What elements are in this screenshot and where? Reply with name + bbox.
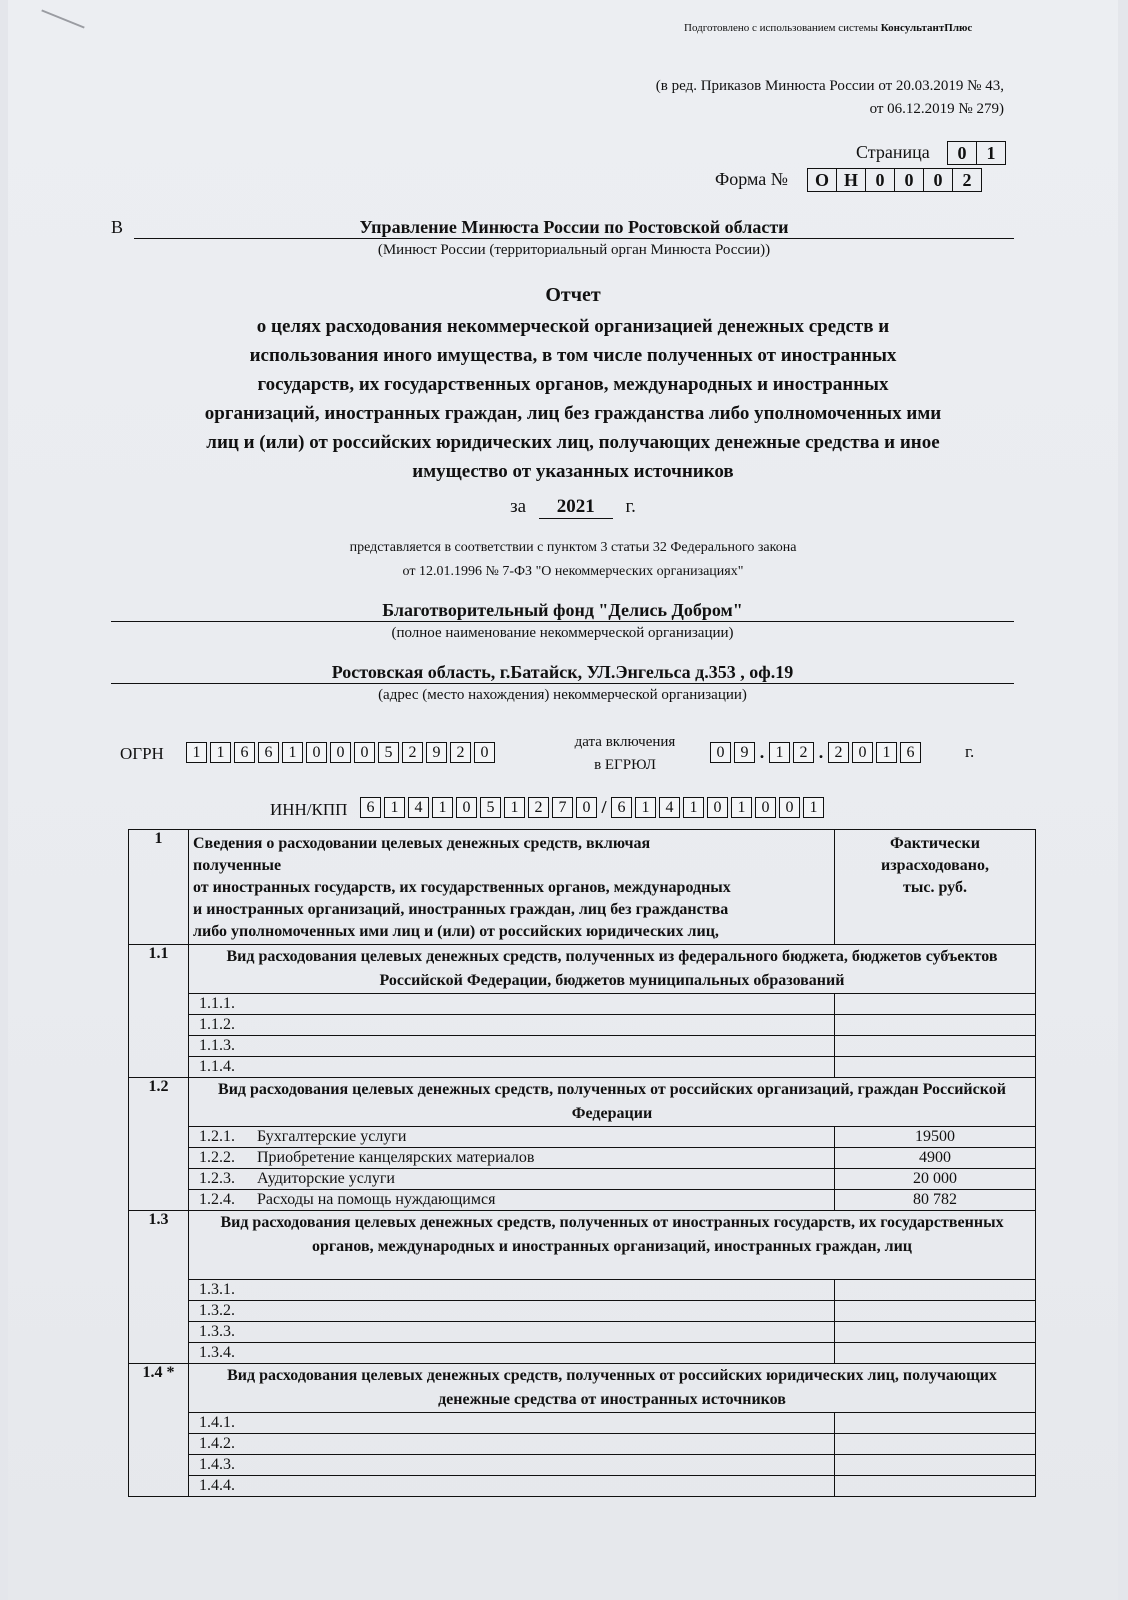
organization-name: Благотворительный фонд "Делись Добром"	[111, 599, 1014, 622]
document-page	[8, 0, 1118, 1600]
organization-address-caption: (адрес (место нахождения) некоммерческой организации)	[378, 687, 747, 703]
date-separator: .	[818, 742, 824, 762]
table-row	[129, 1322, 1036, 1343]
report-heading: Отчет	[545, 284, 601, 306]
row-amount	[835, 1322, 1036, 1343]
kpp-digit-box: 1	[683, 797, 704, 818]
organization-address: Ростовская область, г.Батайск, УЛ.Энгельса д.353 , оф.19	[111, 661, 1014, 684]
row-description: Приобретение канцелярских материалов	[257, 1149, 535, 1166]
ogrn-digit-box: 0	[474, 742, 495, 763]
form-number-digit: 0	[895, 169, 924, 192]
row-item	[189, 1148, 835, 1169]
addressee-prefix: В	[111, 217, 124, 237]
date-digit-box: 2	[828, 742, 849, 763]
row-code: 1.1.4.	[199, 1058, 235, 1075]
form-number-digit: Н	[837, 169, 866, 192]
form-number-digit: 0	[924, 169, 953, 192]
row-item	[189, 1127, 835, 1148]
row-item	[189, 1169, 835, 1190]
form-number-label: Форма №	[715, 169, 788, 189]
report-year	[108, 496, 1038, 519]
row-item	[189, 1476, 835, 1497]
report-title	[98, 312, 1048, 486]
ogrn-digit-box: 0	[306, 742, 327, 763]
form-number-digit: О	[808, 169, 837, 192]
inn-digit-box: 5	[480, 797, 501, 818]
year-value: 2021	[539, 496, 613, 519]
row-code: 1.4.3.	[199, 1456, 235, 1473]
ogrn-digit-box: 1	[186, 742, 207, 763]
inn-digit-box: 7	[552, 797, 573, 818]
section-1-description	[189, 830, 835, 945]
row-amount	[835, 1301, 1036, 1322]
inn-digit-box: 4	[408, 797, 429, 818]
legal-basis	[108, 536, 1038, 584]
row-code: 1.2.2.	[199, 1149, 235, 1166]
report-title-line: государств, их государственных органов, международных и иностранных	[257, 374, 889, 395]
table-row	[129, 1148, 1036, 1169]
ogrn-label: ОГРН	[120, 744, 164, 763]
table-row	[129, 1127, 1036, 1148]
row-item	[189, 1057, 835, 1078]
row-amount: 20 000	[835, 1169, 1036, 1190]
report-title-line: лиц и (или) от российских юридических лиц, получающих денежные средства и иное	[206, 432, 940, 453]
addressee-caption: (Минюст России (территориальный орган Минюста России))	[377, 242, 771, 258]
row-code: 1.1.3.	[199, 1037, 235, 1054]
ogrn-digit-box: 1	[282, 742, 303, 763]
inn-digit-box: 2	[528, 797, 549, 818]
row-amount	[835, 1455, 1036, 1476]
section-number: 1.1	[129, 945, 189, 1078]
page-number-digit: 0	[948, 142, 977, 165]
kpp-digit-box: 0	[707, 797, 728, 818]
legal-basis-line-2: от 12.01.1996 № 7-ФЗ "О некоммерческих организациях"	[402, 564, 744, 579]
inn-kpp-digit-boxes	[360, 797, 827, 818]
section-number: 1	[129, 830, 189, 945]
row-description: Аудиторские услуги	[257, 1170, 395, 1187]
kpp-digit-box: 0	[779, 797, 800, 818]
section-header-row	[129, 1211, 1036, 1280]
row-amount: 19500	[835, 1127, 1036, 1148]
page-number-digit: 1	[977, 142, 1006, 165]
row-code: 1.1.2.	[199, 1016, 235, 1033]
row-item	[189, 1343, 835, 1364]
row-amount	[835, 1280, 1036, 1301]
year-prefix: за	[510, 496, 527, 517]
legal-basis-line-1: представляется в соответствии с пунктом 3 статьи 32 Федерального закона	[349, 540, 797, 555]
row-code: 1.3.2.	[199, 1302, 235, 1319]
prepared-with-note	[684, 22, 972, 34]
table-row	[129, 994, 1036, 1015]
row-amount: 80 782	[835, 1190, 1036, 1211]
table-row	[129, 1190, 1036, 1211]
row-code: 1.4.1.	[199, 1414, 235, 1431]
addressee-name: Управление Минюста России по Ростовской области	[134, 216, 1014, 239]
row-code: 1.2.4.	[199, 1191, 235, 1208]
spent-header-line: израсходовано,	[881, 857, 989, 874]
table-header-row	[129, 830, 1036, 945]
table-row	[129, 1057, 1036, 1078]
section-number: 1.3	[129, 1211, 189, 1364]
ogrn-digit-box: 2	[402, 742, 423, 763]
egrul-date-label-line-2: в ЕГРЮЛ	[594, 757, 656, 773]
kpp-digit-box: 6	[611, 797, 632, 818]
date-digit-box: 1	[769, 742, 790, 763]
section-title: Вид расходования целевых денежных средств, полученных от российских организаций, граждан Российской Федерации	[189, 1078, 1036, 1127]
row-code: 1.2.3.	[199, 1170, 235, 1187]
row-amount: 4900	[835, 1148, 1036, 1169]
year-suffix: г.	[625, 496, 636, 517]
row-amount	[835, 1434, 1036, 1455]
row-code: 1.2.1.	[199, 1128, 235, 1145]
row-amount	[835, 1343, 1036, 1364]
revision-note	[656, 78, 1004, 118]
date-digit-box: 0	[710, 742, 731, 763]
section-1-line: либо уполномоченных ими лиц и (или) от российских юридических лиц,	[193, 923, 719, 940]
date-separator: .	[759, 742, 765, 762]
organization-name-caption: (полное наименование некоммерческой организации)	[391, 625, 734, 641]
row-description: Бухгалтерские услуги	[257, 1128, 407, 1145]
row-code: 1.3.3.	[199, 1323, 235, 1340]
table-row	[129, 1036, 1036, 1057]
paper-crease-mark	[41, 9, 84, 28]
section-number: 1.2	[129, 1078, 189, 1211]
revision-line-1: (в ред. Приказов Минюста России от 20.03.2019 № 43,	[655, 78, 1004, 94]
prepared-prefix: Подготовлено с использованием системы	[684, 22, 881, 34]
table-row	[129, 1434, 1036, 1455]
row-item	[189, 1434, 835, 1455]
ogrn-digit-box: 0	[354, 742, 375, 763]
row-code: 1.4.4.	[199, 1477, 235, 1494]
row-amount	[835, 1015, 1036, 1036]
spent-header-line: Фактически	[890, 835, 980, 852]
kpp-digit-box: 0	[755, 797, 776, 818]
row-amount	[835, 1057, 1036, 1078]
report-title-line: организаций, иностранных граждан, лиц без гражданства либо уполномоченных ими	[204, 403, 942, 424]
page-number-grid	[947, 141, 1006, 165]
egrul-date-label	[560, 731, 690, 777]
section-title: Вид расходования целевых денежных средств, полученных из федерального бюджета, бюджетов субъектов Российской Федерации, бюджетов муниципальных образований	[189, 945, 1036, 994]
ogrn-digit-box: 6	[258, 742, 279, 763]
section-title: Вид расходования целевых денежных средств, полученных от иностранных государств, их государственных органов, международных и иностранных организаций, иностранных граждан, лиц	[189, 1211, 1036, 1280]
section-1-line: и иностранных организаций, иностранных граждан, лиц без гражданства	[193, 901, 729, 918]
inn-kpp-separator: /	[601, 797, 607, 817]
date-digit-box: 2	[793, 742, 814, 763]
report-title-line: имущество от указанных источников	[412, 461, 734, 482]
date-digit-box: 0	[852, 742, 873, 763]
ogrn-digit-box: 0	[330, 742, 351, 763]
ogrn-digit-box: 1	[210, 742, 231, 763]
report-title-line: о целях расходования некоммерческой организацией денежных средств и	[256, 316, 890, 337]
revision-line-2: от 06.12.2019 № 279)	[869, 101, 1004, 117]
page-number-label: Страница	[856, 142, 930, 162]
kpp-digit-box: 1	[803, 797, 824, 818]
row-item	[189, 1015, 835, 1036]
kpp-digit-box: 1	[731, 797, 752, 818]
row-item	[189, 1322, 835, 1343]
consultant-brand: КонсультантПлюс	[880, 22, 973, 34]
section-header-row	[129, 945, 1036, 994]
section-1-line: полученные	[193, 857, 282, 874]
row-amount	[835, 1413, 1036, 1434]
expenditure-table	[128, 829, 1036, 1497]
ogrn-digit-box: 2	[450, 742, 471, 763]
inn-kpp-label: ИНН/КПП	[270, 800, 348, 819]
spent-column-header	[835, 830, 1036, 945]
section-header-row	[129, 1364, 1036, 1413]
table-row	[129, 1413, 1036, 1434]
table-row	[129, 1169, 1036, 1190]
section-header-row	[129, 1078, 1036, 1127]
egrul-date-boxes	[710, 742, 924, 763]
ogrn-digit-box: 5	[378, 742, 399, 763]
inn-digit-box: 1	[432, 797, 453, 818]
section-title: Вид расходования целевых денежных средств, полученных от российских юридических лиц, получающих денежные средства от иностранных источников	[189, 1364, 1036, 1413]
section-1-line: Сведения о расходовании целевых денежных средств, включая	[193, 835, 651, 852]
row-amount	[835, 994, 1036, 1015]
date-digit-box: 6	[900, 742, 921, 763]
row-amount	[835, 1036, 1036, 1057]
ogrn-digit-boxes	[186, 742, 498, 763]
row-item	[189, 1301, 835, 1322]
row-description: Расходы на помощь нуждающимся	[257, 1191, 496, 1208]
table-row	[129, 1343, 1036, 1364]
kpp-digit-box: 4	[659, 797, 680, 818]
spent-header-line: тыс. руб.	[903, 879, 967, 896]
form-number-digit: 0	[866, 169, 895, 192]
report-title-line: использования иного имущества, в том числе полученных от иностранных	[249, 345, 897, 366]
row-item	[189, 1036, 835, 1057]
form-number-grid	[807, 168, 982, 192]
ogrn-digit-box: 9	[426, 742, 447, 763]
row-amount	[835, 1476, 1036, 1497]
row-code: 1.1.1.	[199, 995, 235, 1012]
date-digit-box: 9	[734, 742, 755, 763]
inn-digit-box: 1	[384, 797, 405, 818]
egrul-date-suffix: г.	[965, 742, 975, 761]
row-code: 1.3.1.	[199, 1281, 235, 1298]
table-row	[129, 1280, 1036, 1301]
ogrn-digit-box: 6	[234, 742, 255, 763]
inn-digit-box: 1	[504, 797, 525, 818]
row-item	[189, 1413, 835, 1434]
inn-digit-box: 6	[360, 797, 381, 818]
table-row	[129, 1455, 1036, 1476]
egrul-date-label-line-1: дата включения	[574, 734, 676, 750]
row-item	[189, 1280, 835, 1301]
inn-digit-box: 0	[576, 797, 597, 818]
section-1-line: от иностранных государств, их государственных органов, международных	[193, 879, 731, 896]
row-code: 1.3.4.	[199, 1344, 235, 1361]
date-digit-box: 1	[876, 742, 897, 763]
row-code: 1.4.2.	[199, 1435, 235, 1452]
row-item	[189, 994, 835, 1015]
table-row	[129, 1015, 1036, 1036]
row-item	[189, 1455, 835, 1476]
table-row	[129, 1301, 1036, 1322]
inn-digit-box: 0	[456, 797, 477, 818]
section-number: 1.4 *	[129, 1364, 189, 1497]
kpp-digit-box: 1	[635, 797, 656, 818]
row-item	[189, 1190, 835, 1211]
form-number-digit: 2	[953, 169, 982, 192]
table-row	[129, 1476, 1036, 1497]
